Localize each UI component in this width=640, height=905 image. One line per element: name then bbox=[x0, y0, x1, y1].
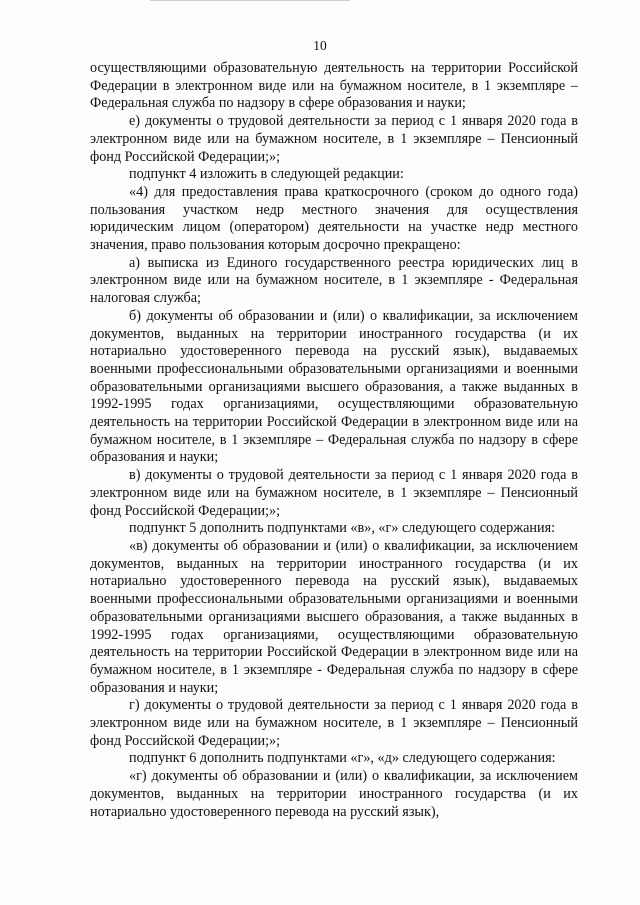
paragraph: г) документы о трудовой деятельности за период с 1 января 2020 года в электронном виде или на бумажном носителе, в 1 экземпляре – Пенсионный фонд Российской Федерации;»; bbox=[90, 697, 578, 749]
paragraph: осуществляющими образовательную деятельность на территории Российской Федерации в электронном виде или на бумажном носителе, в 1 экземпляре – Федеральная служба по надзору в сфере образования и науки; bbox=[90, 60, 578, 112]
paragraph: подпункт 5 дополнить подпунктами «в», «г» следующего содержания: bbox=[129, 520, 556, 537]
document-body bbox=[90, 60, 578, 821]
page-number: 10 bbox=[313, 38, 327, 53]
paragraph: подпункт 6 дополнить подпунктами «г», «д» следующего содержания: bbox=[129, 750, 556, 767]
paragraph: в) документы о трудовой деятельности за период с 1 января 2020 года в электронном виде или на бумажном носителе, в 1 экземпляре – Пенсионный фонд Российской Федерации;»; bbox=[90, 467, 578, 519]
paragraph: «4) для предоставления права краткосрочного (сроком до одного года) пользования участком недр местного значения для осуществления юридическим лицом (оператором) деятельности на участке недр местного значения, право пользования которым досрочно прекращено: bbox=[90, 183, 578, 254]
paragraph: подпункт 4 изложить в следующей редакции: bbox=[129, 166, 404, 183]
paragraph: «г) документы об образовании и (или) о квалификации, за исключением документов, выданных на территории иностранного государства (и их нотариально удостоверенного перевода на русский язык), bbox=[90, 768, 578, 820]
paragraph: «в) документы об образовании и (или) о квалификации, за исключением документов, выданных на территории иностранного государства (и их нотариально удостоверенного перевода на русский язык), выдаваемых военными профессиональными образовательными организациями и военными образовательными организациями высшего образования, а также выданных в 1992-1995 годах организациями, осуществляющими образовательную деятельность на территории Российской Федерации в электронном виде или на бумажном носителе, в 1 экземпляре - Федеральная служба по надзору в сфере образования и науки; bbox=[90, 537, 578, 696]
scan-edge-mark bbox=[150, 0, 350, 3]
paragraph: б) документы об образовании и (или) о квалификации, за исключением документов, выданных на территории иностранного государства (и их нотариально удостоверенного перевода на русский язык), выдаваемых военными профессиональными образовательными организациями и военными образовательными организациями высшего образования, а также выданных в 1992-1995 годах организациями, осуществляющими образовательную деятельность на территории Российской Федерации в электронном виде или на бумажном носителе, в 1 экземпляре – Федеральная служба по надзору в сфере образования и науки; bbox=[90, 307, 578, 466]
paragraph: е) документы о трудовой деятельности за период с 1 января 2020 года в электронном виде или на бумажном носителе, в 1 экземпляре – Пенсионный фонд Российской Федерации;»; bbox=[90, 113, 578, 165]
paragraph: а) выписка из Единого государственного реестра юридических лиц в электронном виде или на бумажном носителе, в 1 экземпляре - Федеральная налоговая служба; bbox=[90, 254, 578, 307]
